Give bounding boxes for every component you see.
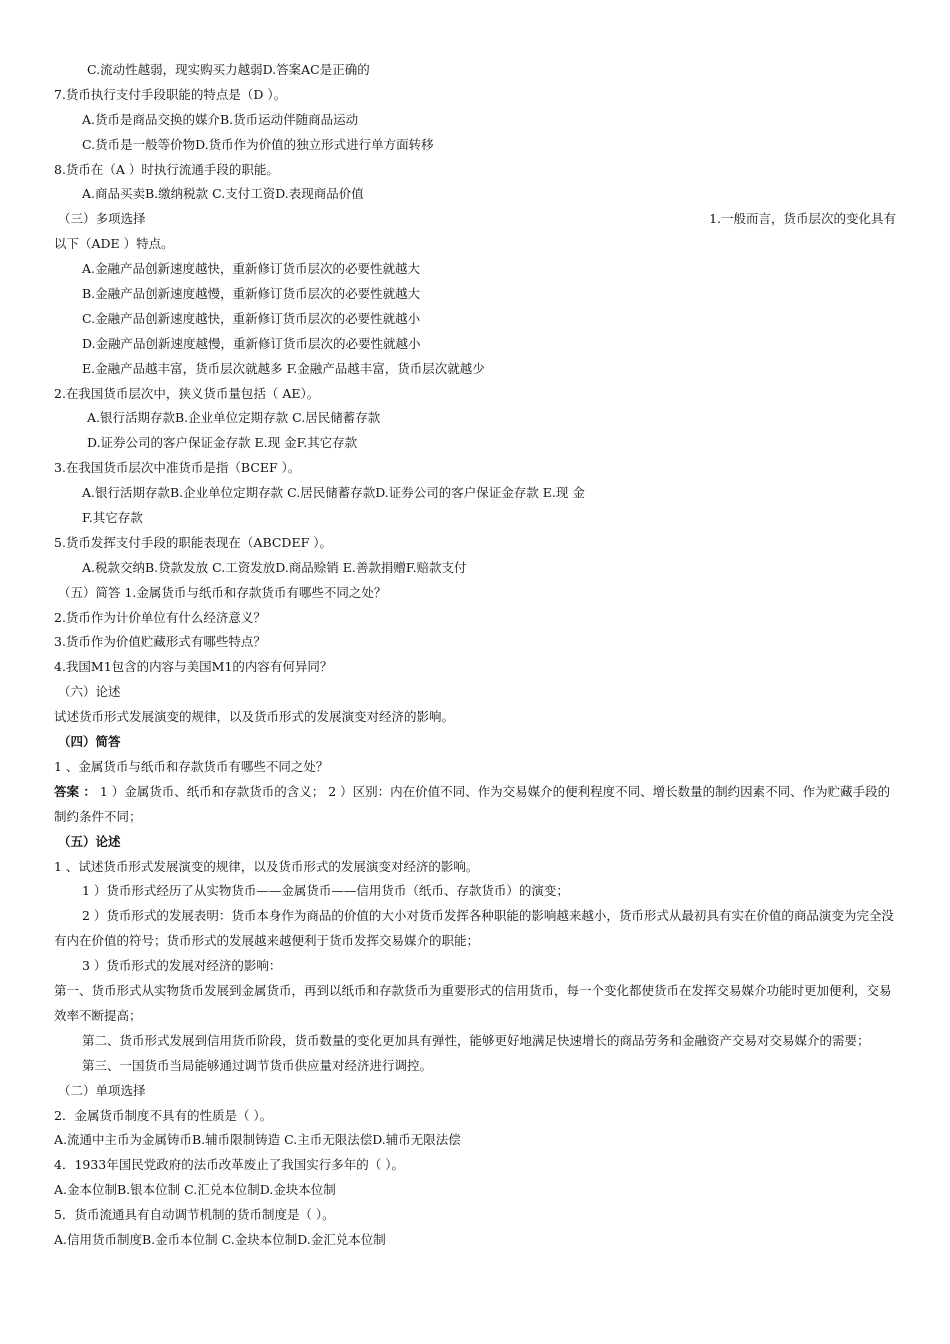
answer-point-1: 1 ）货币形式经历了从实物货币——金属货币——信用货币（纸币、存款货币）的演变；: [82, 883, 569, 899]
options-line: F.其它存款: [82, 510, 143, 526]
options-line: A.银行活期存款B.企业单位定期存款 C.居民储蓄存款D.证券公司的客户保证金存款 E.现 金: [82, 485, 585, 501]
section-heading-multiple-choice: [54, 207, 896, 232]
question-5: 5.货币发挥支付手段的职能表现在（ABCDEF ）。: [54, 534, 332, 550]
option-c: C.金融产品创新速度越快，重新修订货币层次的必要性就越小: [82, 310, 421, 326]
answer-point-2: 2 ）货币形式的发展表明：货币本身作为商品的价值的大小对货币发挥各种职能的影响越来越小，货币形式从最初具有实在价值的商品演变为完全没有内在价值的符号；货币形式的发展越来越便利于货币发挥交易媒介的职能；: [54, 908, 894, 949]
essay-question: 试述货币形式发展演变的规律，以及货币形式的发展演变对经济的影响。: [54, 709, 455, 725]
question-3: 3.在我国货币层次中准货币是指（BCEF ）。: [54, 460, 301, 476]
options-line: D.证券公司的客户保证金存款 E.现 金F.其它存款: [87, 435, 358, 451]
question-4: 4．1933年国民党政府的法币改革废止了我国实行多年的（ ）。: [54, 1157, 404, 1173]
answer-label: 答案 ：: [54, 783, 96, 799]
section-single-choice: （二）单项选择: [58, 1082, 146, 1098]
options-line: A.税款交纳B.贷款发放 C.工资发放D.商品赊销 E.善款捐赠F.赔款支付: [82, 559, 467, 575]
question-2: 2．金属货币制度不具有的性质是（ ）。: [54, 1107, 273, 1123]
option-a: A.金融产品创新速度越快，重新修订货币层次的必要性就越大: [82, 261, 421, 277]
question-7: 7.货币执行支付手段职能的特点是（D ）。: [54, 86, 287, 102]
option-b: B.金融产品创新速度越慢，重新修订货币层次的必要性就越大: [82, 286, 421, 302]
section-essay: （六）论述: [58, 684, 121, 700]
document-page: [54, 58, 896, 1253]
question-1-start: 1.一般而言，货币层次的变化具有: [709, 211, 896, 227]
answer-text: 1 ）金属货币、纸币和存款货币的含义； 2 ）区别：内在价值不同、作为交易媒介的便利程度不同、增长数量的制约因素不同、作为贮藏手段的制约条件不同；: [54, 783, 891, 824]
question-line: 4.我国M1包含的内容与美国M1的内容有何异同？: [54, 659, 333, 675]
question-5: 5．货币流通具有自动调节机制的货币制度是（ ）。: [54, 1207, 335, 1223]
section-title: （三）多项选择: [58, 211, 146, 227]
question-line: 1 、金属货币与纸币和存款货币有哪些不同之处？: [54, 758, 329, 774]
option-ef: E.金融产品越丰富，货币层次就越多 F.金融产品越丰富，货币层次就越少: [82, 360, 485, 376]
option-d: D.金融产品创新速度越慢，重新修订货币层次的必要性就越小: [82, 335, 421, 351]
options-line: A.商品买卖B.缴纳税款 C.支付工资D.表现商品价值: [82, 186, 364, 202]
options-line: A.货币是商品交换的媒介B.货币运动伴随商品运动: [82, 111, 359, 127]
options-line: A.银行活期存款B.企业单位定期存款 C.居民储蓄存款: [87, 410, 381, 426]
answer-point-3: 3 ）货币形式的发展对经济的影响：: [82, 958, 282, 974]
answer-third: 第三、一国货币当局能够通过调节货币供应量对经济进行调控。: [82, 1057, 433, 1073]
answer-first: 第一、货币形式从实物货币发展到金属货币，再到以纸币和存款货币为重要形式的信用货币，每一个变化都使货币在发挥交易媒介功能时更加便利，交易效率不断提高；: [54, 983, 892, 1023]
options-line: A.流通中主币为金属铸币B.辅币限制铸造 C.主币无限法偿D.辅币无限法偿: [54, 1132, 461, 1148]
options-line: A.金本位制B.银本位制 C.汇兑本位制D.金块本位制: [54, 1182, 336, 1198]
answer-second: 第二、货币形式发展到信用货币阶段，货币数量的变化更加具有弹性，能够更好地满足快速增长的商品劳务和金融资产交易对交易媒介的需要；: [82, 1032, 870, 1048]
answer-paragraph: [54, 780, 896, 830]
section-heading-essay: （五）论述: [58, 833, 121, 849]
question-line: 2.货币作为计价单位有什么经济意义？: [54, 609, 266, 625]
section-heading-short-answer: （四）简答: [58, 734, 121, 750]
text-line: C.流动性越弱，现实购买力越弱D.答案AC是正确的: [87, 62, 370, 77]
options-line: C.货币是一般等价物D.货币作为价值的独立形式进行单方面转移: [82, 136, 434, 152]
question-line: 3.货币作为价值贮藏形式有哪些特点？: [54, 634, 266, 650]
options-line: A.信用货币制度B.金币本位制 C.金块本位制D.金汇兑本位制: [54, 1231, 386, 1247]
section-short-answer: （五）简答 1.金属货币与纸币和存款货币有哪些不同之处？: [58, 584, 387, 600]
question-8: 8.货币在（A ）时执行流通手段的职能。: [54, 161, 279, 177]
question-1-end: 以下（ADE ）特点。: [54, 236, 174, 252]
essay-question: 1 、试述货币形式发展演变的规律，以及货币形式的发展演变对经济的影响。: [54, 858, 479, 874]
question-2: 2.在我国货币层次中，狭义货币量包括（ AE）。: [54, 385, 320, 401]
